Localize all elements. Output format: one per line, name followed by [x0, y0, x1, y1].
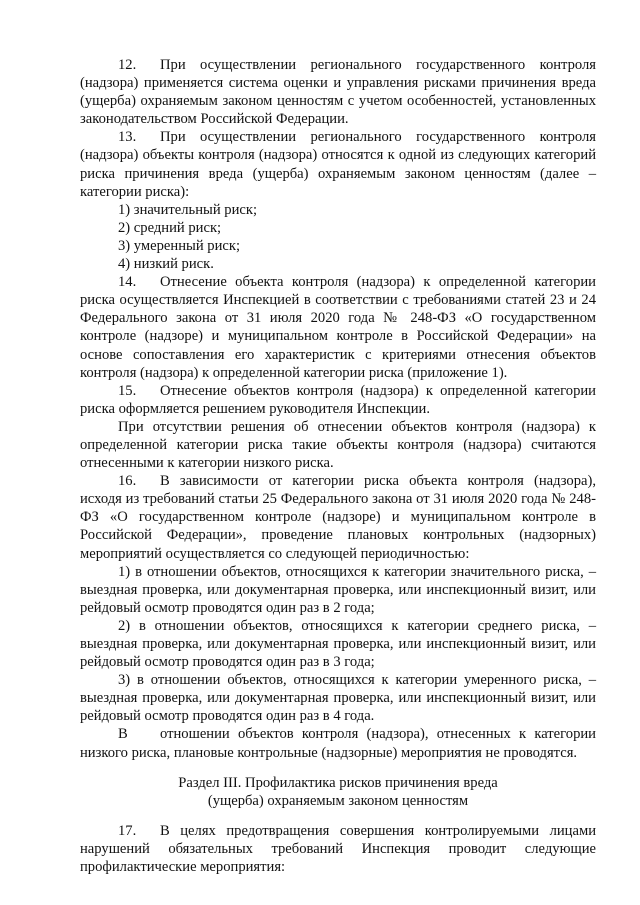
paragraph-text: Отнесение объектов контроля (надзора) к определенной категории риска оформляется решением руководителя Инспекции.: [80, 382, 596, 417]
paragraph-number: 13.: [118, 129, 137, 146]
paragraph-13: [80, 128, 596, 200]
paragraph-text: отношении объектов контроля (надзора), отнесенных к категории низкого риска, плановые контрольные (надзорные) мероприятия не проводятся.: [80, 726, 596, 761]
paragraph-17: [80, 822, 596, 876]
paragraph-number: 16.: [118, 473, 137, 490]
list-item: 3) в отношении объектов, относящихся к категории умеренного риска, – выездная проверка, или документарная проверка, или инспекционный визит, или рейдовый осмотр проводятся один раз в 4 года.: [80, 672, 596, 725]
paragraph-15: [80, 382, 596, 418]
paragraph-low-risk: [80, 725, 596, 761]
paragraph-number: 14.: [118, 274, 137, 291]
paragraph-16: [80, 472, 596, 562]
paragraph-text: При осуществлении регионального государственного контроля (надзора) объекты контроля (надзора) относятся к одной из следующих категорий риска причинения вреда (ущерба) охраняемым законом ценностям (далее – категории риска):: [80, 129, 596, 200]
paragraph-text: В целях предотвращения совершения контролируемыми лицами нарушений обязательных требований Инспекция проводит следующие профилактические мероприятия:: [80, 822, 596, 876]
paragraph-14: [80, 273, 596, 382]
paragraph-number: 17.: [118, 822, 137, 839]
list-item: 3) умеренный риск;: [118, 237, 241, 254]
section-heading-line: Раздел III. Профилактика рисков причинения вреда: [178, 774, 498, 791]
section-heading-line: (ущерба) охраняемым законом ценностям: [207, 792, 469, 809]
paragraph-text: Отнесение объекта контроля (надзора) к определенной категории риска осуществляется Инспекцией в соответствии с требованиями статей 23 и 24 Федерального закона от 31 июля 2020 года № 248-ФЗ «О государственном контроле (надзоре) и муниципальном контроле в Российской Федерации» на основе сопоставления его характеристик с критериями отнесения объектов контроля (надзора) к определенной категории риска (приложение 1).: [80, 274, 596, 381]
paragraph-number: 12.: [118, 57, 137, 73]
paragraph-text: В зависимости от категории риска объекта контроля (надзора), исходя из требований статьи 25 Федерального закона от 31 июля 2020 года № 248-ФЗ «О государственном контроле (надзоре) и муниципальном контроле в Российской Федерации», проведение плановых контрольных (надзорных) мероприятий осуществляется со следующей периодичностью:: [80, 473, 596, 562]
list-item: 2) средний риск;: [118, 219, 222, 236]
paragraph-text: При осуществлении регионального государственного контроля (надзора) применяется система оценки и управления рисками причинения вреда (ущерба) охраняемым законом ценностям с учетом особенностей, установленных законодательством Российской Федерации.: [80, 57, 596, 128]
section-heading: [80, 774, 596, 810]
list-item: 2) в отношении объектов, относящихся к категории среднего риска, – выездная проверка, или документарная проверка, или инспекционный визит, или рейдовый осмотр проводятся один раз в 3 года;: [80, 617, 596, 671]
paragraph-12: [80, 56, 596, 128]
list-item: 4) низкий риск.: [118, 256, 214, 273]
list-item: 1) в отношении объектов, относящихся к категории значительного риска, – выездная проверка, или документарная проверка, или инспекционный визит, или рейдовый осмотр проводятся один раз в 2 года;: [80, 563, 596, 616]
paragraph-number: 15.: [118, 382, 137, 399]
list-item: 1) значительный риск;: [118, 201, 258, 218]
paragraph-number: В: [118, 726, 128, 743]
paragraph-absence: При отсутствии решения об отнесении объектов контроля (надзора) к определенной категории риска такие объекты контроля (надзора) считаются отнесенными к категории низкого риска.: [80, 418, 596, 472]
